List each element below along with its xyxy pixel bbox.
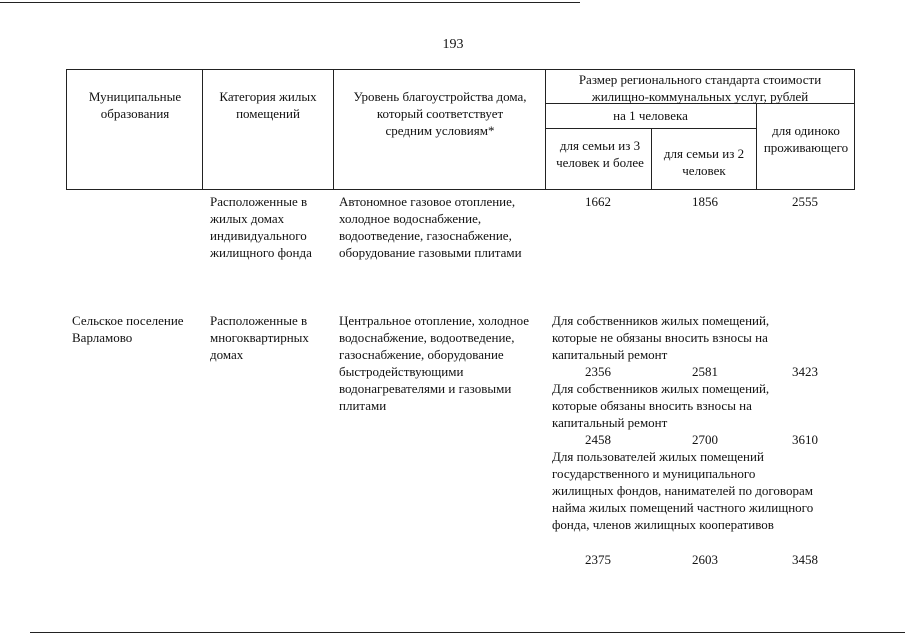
row2-group1-value-family2: 2581 xyxy=(692,364,718,379)
header-divider xyxy=(202,69,203,190)
row2-group2-value-family2: 2700 xyxy=(692,432,718,447)
row2-level: Центральное отопление, холодное водоснабжение, водоотведение, газоснабжение, оборудование быстродействующими водонагревателями и газовыми плитами xyxy=(339,313,530,413)
row1-value-single: 2555 xyxy=(792,194,818,209)
row1-category: Расположенные в жилых домах индивидуального жилищного фонда xyxy=(210,194,312,260)
row2-group1-text: Для собственников жилых помещений, которые не обязаны вносить взносы на капитальный ремонт xyxy=(552,313,770,362)
row2-group3-value-family3: 2375 xyxy=(585,552,611,567)
row2-group3-text: Для пользователей жилых помещений государственного и муниципального жилищных фондов, нанимателей по договорам найма жилых помещений частного жилищного фонда, членов жилищных кооперативов xyxy=(552,449,814,532)
row2-group2-value-family3: 2458 xyxy=(585,432,611,447)
header-divider xyxy=(756,103,757,190)
header-municipality: Муниципальные образования xyxy=(88,89,182,121)
row2-group2-text: Для собственников жилых помещений, которые обязаны вносить взносы на капитальный ремонт xyxy=(552,381,770,430)
row2-group2-value-single: 3610 xyxy=(792,432,818,447)
header-level: Уровень благоустройства дома, который соответствует средним условиям* xyxy=(353,89,527,138)
header-single: для одиноко проживающего xyxy=(763,123,849,155)
row1-value-family3: 1662 xyxy=(585,194,611,209)
top-rule xyxy=(0,2,580,3)
row2-group1-value-single: 3423 xyxy=(792,364,818,379)
row2-group3-value-family2: 2603 xyxy=(692,552,718,567)
page-number: 193 xyxy=(442,37,464,52)
row2-group1-value-family3: 2356 xyxy=(585,364,611,379)
header-per-person: на 1 человека xyxy=(613,108,688,123)
header-divider xyxy=(651,128,652,190)
row1-value-family2: 1856 xyxy=(692,194,718,209)
header-family-2: для семьи из 2 человек xyxy=(663,146,745,178)
row1-level: Автономное газовое отопление, холодное водоснабжение, водоотведение, газоснабжение, оборудование газовыми плитами xyxy=(339,194,522,260)
row2-group3-value-single: 3458 xyxy=(792,552,818,567)
bottom-rule xyxy=(30,632,905,633)
row2-municipality: Сельское поселение Варламово xyxy=(72,313,184,345)
header-divider xyxy=(545,69,546,190)
header-category: Категория жилых помещений xyxy=(219,89,317,121)
header-divider xyxy=(333,69,334,190)
header-family-3: для семьи из 3 человек и более xyxy=(556,138,644,170)
header-standard-size: Размер регионального стандарта стоимости жилищно-коммунальных услуг, рублей xyxy=(578,72,822,104)
row2-category: Расположенные в многоквартирных домах xyxy=(210,313,309,362)
